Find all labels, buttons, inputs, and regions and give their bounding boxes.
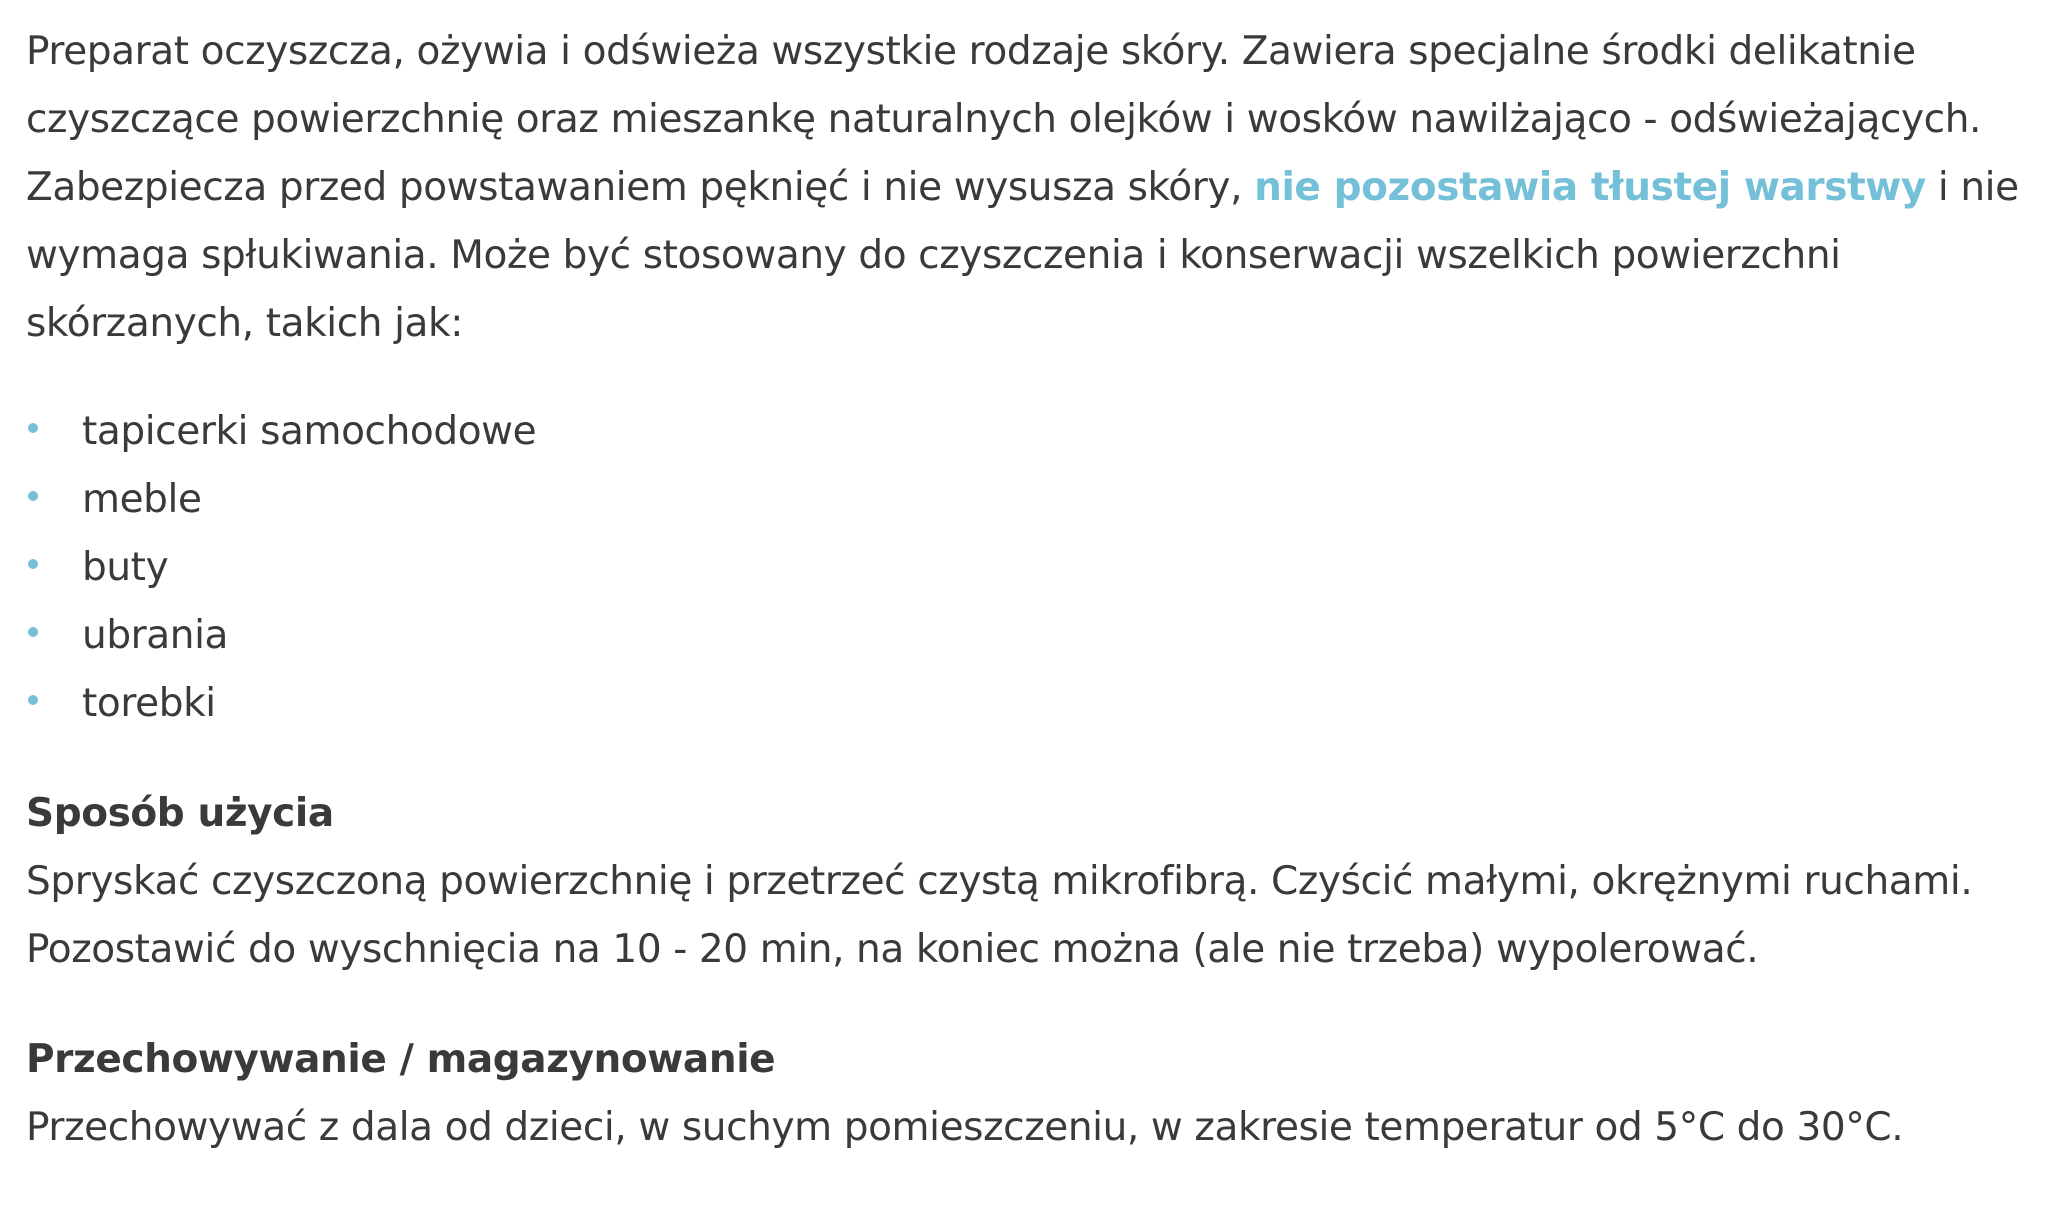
intro-paragraph (26, 18, 2036, 358)
uses-list (26, 398, 2036, 738)
usage-text: Spryskać czyszczoną powierzchnię i przetrzeć czystą mikrofibrą. Czyścić małymi, okrężnymi ruchami. Pozostawić do wyschnięcia na 10 - 20 min, na koniec można (ale nie trzeba) wypolerować. (26, 859, 1973, 972)
storage-text: Przechowywać z dala od dzieci, w suchym pomieszczeniu, w zakresie temperatur od 5°C do 30°C. (26, 1105, 1904, 1150)
storage-section (26, 1026, 2036, 1162)
bullet-dot-icon (28, 627, 38, 637)
list-item-label: meble (82, 477, 202, 522)
bullet-dot-icon (28, 559, 38, 569)
list-item (26, 670, 2036, 738)
intro-highlight: nie pozostawia tłustej warstwy (1254, 165, 1926, 210)
list-item (26, 534, 2036, 602)
storage-heading: Przechowywanie / magazynowanie (26, 1037, 776, 1082)
intro-text-before: Preparat oczyszcza, ożywia i odświeża wszystkie rodzaje skóry. Zawiera specjalne środki delikatnie czyszczące powierzchnię oraz mieszankę naturalnych olejków i wosków nawilżająco - odświeżających. Zabezpiecza przed powstawaniem pęknięć i nie wysusza skóry, (26, 29, 1982, 210)
bullet-dot-icon (28, 423, 38, 433)
intro-text-after: i nie wymaga spłukiwania. Może być stosowany do czyszczenia i konserwacji wszelkich powierzchni skórzanych, takich jak: (26, 165, 2019, 346)
usage-section (26, 780, 2036, 984)
list-item-label: torebki (82, 681, 216, 726)
list-item-label: buty (82, 545, 169, 590)
list-item (26, 398, 2036, 466)
list-item (26, 466, 2036, 534)
list-item (26, 602, 2036, 670)
bullet-dot-icon (28, 695, 38, 705)
list-item-label: tapicerki samochodowe (82, 409, 537, 454)
usage-heading: Sposób użycia (26, 791, 334, 836)
bullet-dot-icon (28, 491, 38, 501)
list-item-label: ubrania (82, 613, 229, 658)
product-description (26, 18, 2036, 1162)
